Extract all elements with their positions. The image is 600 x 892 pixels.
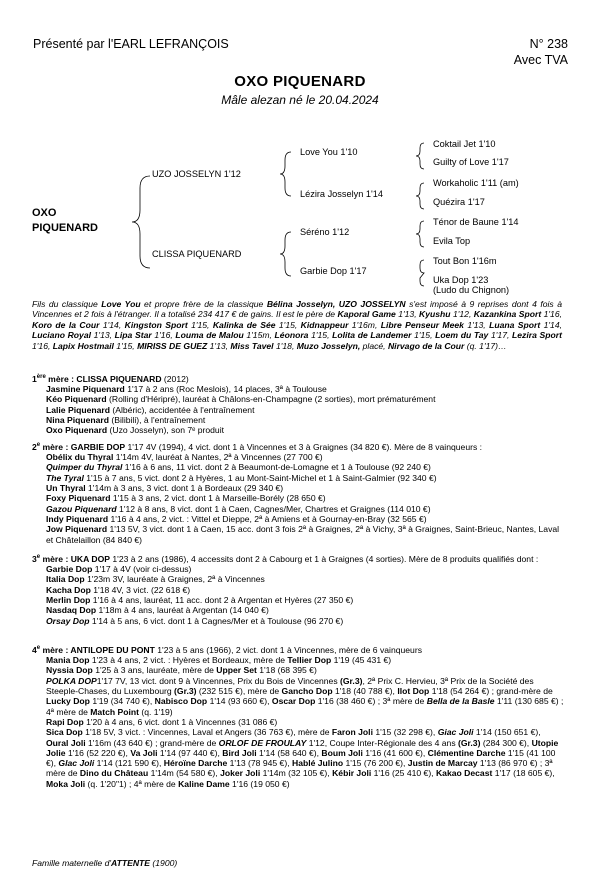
produce-run: (q. 1'20"1) ; 4ª mère de: [85, 778, 179, 789]
produce-list: [32, 564, 564, 626]
produce-run: Sica Dop: [46, 727, 83, 738]
produce-run: 1'14 (93 660 €),: [207, 696, 272, 707]
produce-run: 1'19 (34 740 €),: [89, 696, 155, 707]
produce-run: Kéo Piquenard: [46, 394, 107, 405]
produce-run: Kakao Decast: [435, 768, 493, 779]
produce-run: Orsay Dop: [46, 615, 90, 626]
produce-run: 1'16m (43 640 €) ; grand-mère de: [85, 737, 219, 748]
ancestor-5: Ténor de Baune 1'14: [433, 217, 519, 227]
produce-run: 1'25 à 3 ans, lauréate, mère de: [92, 665, 217, 676]
produce-run: (Uzo Josselyn), son 7ᵉ produit: [107, 425, 224, 436]
third-dam-section: [32, 552, 564, 626]
sire-intro-paragraph: [32, 299, 562, 351]
ancestor-3: Workaholic 1'11 (am): [433, 178, 519, 188]
produce-run: 1'20 à 4 ans, 6 vict. dont 1 à Vincennes (31 086 €): [83, 716, 278, 727]
produce-run: Match Point: [90, 706, 139, 717]
produce-run: 1'12 à 8 ans, 8 vict. dont 1 à Caen, Cagnes/Mer, Chartres et Graignes (114 010 €): [116, 503, 431, 514]
produce-run: Obélix du Thyral: [46, 452, 114, 463]
ancestor-6: Evila Top: [433, 236, 471, 246]
subject-name-line1: OXO: [32, 207, 57, 219]
vat-status: Avec TVA: [513, 53, 568, 67]
dam-label: 3e mère :: [32, 553, 71, 564]
fourth-dam-section: [32, 643, 564, 789]
produce-run: (Albéric), accidentée à l'entraînement: [110, 404, 255, 415]
produce-run: (Gr.3): [458, 737, 481, 748]
produce-run: 1'14 (58 640 €),: [256, 747, 322, 758]
intro-run: Libre Penseur Meek: [380, 319, 464, 330]
dam-name: UKA DOP: [70, 553, 111, 564]
intro-run: Luana Sport: [489, 319, 541, 330]
ancestor-7: Tout Bon 1'16m: [433, 256, 497, 266]
dam-info: (2012): [161, 373, 189, 384]
intro-run: placé,: [360, 340, 388, 351]
produce-run: Garbie Dop: [46, 564, 93, 575]
intro-run: Kingston Sport: [124, 319, 188, 330]
produce-run: 1'16 (38 460 €) ; 3ª mère de: [315, 696, 427, 707]
produce-run: Kacha Dop: [46, 584, 91, 595]
produce-run: Quimper du Thyral: [46, 462, 123, 473]
produce-run: 1'15 (41 100 €),: [46, 747, 556, 769]
produce-run: Clémentine Darche: [427, 747, 506, 758]
presenter-line: Présenté par l'EARL LEFRANÇOIS: [33, 37, 229, 51]
produce-run: Nabisco Dop: [154, 696, 208, 707]
produce-run: Giac Joli: [437, 727, 474, 738]
produce-run: Boum Joli: [321, 747, 363, 758]
produce-run: Kaline Dame: [178, 778, 230, 789]
produce-list: [32, 655, 564, 789]
intro-run: 1'17,: [488, 330, 513, 341]
produce-run: 1'18 (40 788 €),: [332, 686, 398, 697]
famille-name: ATTENTE: [111, 858, 151, 868]
intro-run: Kidnappeur: [300, 319, 349, 330]
produce-run: 1'17 7V, 13 vict. dont 9 à Vincennes, Prix du Bois de Vincennes: [96, 675, 341, 686]
produce-run: (284 300 €),: [480, 737, 532, 748]
produce-run: Foxy Piquenard: [46, 493, 111, 504]
dam-label: 1ère mère :: [32, 373, 77, 384]
produce-run: Kébir Joli: [332, 768, 372, 779]
intro-run: Lapix Hostmail: [52, 340, 114, 351]
produce-run: Rapi Dop: [46, 716, 84, 727]
produce-run: 1'15 (32 298 €),: [372, 727, 438, 738]
intro-run: 1'13,: [207, 340, 231, 351]
produce-run: 1'18 (68 395 €): [256, 665, 317, 676]
produce-run: 1'14m 4V, lauréat à Nantes, 2ª à Vincennes (27 700 €): [113, 452, 323, 463]
produce-entry: [46, 665, 564, 675]
produce-list: [32, 452, 564, 545]
produce-run: Oural Joli: [46, 737, 86, 748]
intro-run: Luciano Royal: [32, 330, 91, 341]
intro-run: Koro de la Cour: [32, 319, 100, 330]
dam-heading: [32, 643, 564, 655]
produce-run: Mania Dop: [46, 655, 90, 666]
produce-run: Utopie Jolie: [46, 737, 559, 758]
produce-run: 1'14 à 5 ans, 6 vict. dont 1 à Cagnes/Mer et à Toulouse (96 270 €): [89, 615, 344, 626]
ancestor-8-sire-note: (Ludo du Chignon): [433, 285, 510, 295]
ancestor-8: Uka Dop 1'23: [433, 275, 489, 285]
pedigree-subject: [32, 206, 98, 236]
intro-run: 1'15,: [308, 330, 333, 341]
subject-name-line2: PIQUENARD: [32, 222, 99, 234]
produce-run: Tellier Dop: [287, 655, 332, 666]
intro-run: 1'13,: [463, 319, 490, 330]
produce-run: POLKA DOP: [46, 675, 97, 686]
produce-run: 1'18 (54 264 €) ; grand-mère de: [429, 686, 553, 697]
produce-run: 1'17 à 2 ans (Roc Meslois), 14 places, 3ª à Toulouse: [124, 384, 327, 395]
produce-run: 1'16 à 4 ans, lauréat, 11 acc. dont 2 à Argentan et Hyères (27 350 €): [90, 595, 354, 606]
produce-entry: [46, 727, 564, 789]
horse-title: OXO PIQUENARD: [234, 73, 366, 90]
intro-run: 1'13,: [395, 309, 420, 320]
produce-run: 1'14 (150 651 €),: [473, 727, 541, 738]
produce-run: Nyssia Dop: [46, 665, 93, 676]
produce-entry: [46, 585, 564, 595]
produce-run: Nina Piquenard: [46, 415, 110, 426]
produce-run: 1'18m à 4 ans, lauréat à Argentan (14 040 €): [96, 605, 269, 616]
dam-label: 2e mère :: [32, 441, 71, 452]
produce-run: Indy Piquenard: [46, 513, 109, 524]
dam-label: 4e mère :: [32, 644, 71, 655]
intro-run: Love You: [101, 299, 141, 309]
dam-heading: [32, 372, 564, 384]
produce-entry: [46, 655, 564, 665]
intro-run: Lipa Star: [114, 330, 152, 341]
produce-run: (Gr.3): [174, 686, 197, 697]
produce-entry: [46, 425, 564, 435]
ancestor-1: Coktail Jet 1'10: [433, 139, 496, 149]
produce-run: Jasmine Piquenard: [46, 384, 125, 395]
intro-run: 1'16,: [541, 309, 562, 320]
intro-run: Miss Tavel: [230, 340, 274, 351]
produce-run: Un Thyral: [46, 483, 86, 494]
intro-run: Léonora: [274, 330, 309, 341]
produce-entry: [46, 676, 564, 717]
dam-name: GARBIE DOP: [70, 441, 126, 452]
produce-run: Merlin Dop: [46, 595, 91, 606]
produce-run: 1'14 (121 590 €),: [94, 758, 164, 769]
produce-entry: [46, 605, 564, 615]
intro-run: s'est imposé à 9 reprises dont 4 fois à Vincennes et 2 fois à l'étranger. Il a totalisé 234 417 € de gains. Il est le père de: [32, 299, 562, 320]
produce-run: (Rolling d'Héripré), lauréat à Châlons-en-Champagne (2 sorties), mort prématurément: [106, 394, 436, 405]
produce-entry: [46, 564, 564, 574]
intro-run: 1'18,: [273, 340, 297, 351]
famille-prefix: Famille maternelle d': [32, 858, 112, 868]
produce-run: Hablé Julino: [291, 758, 344, 769]
produce-entry: [46, 514, 564, 524]
produce-run: Jow Piquenard: [46, 524, 108, 535]
produce-run: 1'14m à 3 ans, 3 vict. dont 1 à Bordeaux (29 340 €): [85, 483, 284, 494]
produce-run: Justin de Marcay: [407, 758, 478, 769]
dam-name: CLISSA PIQUENARD: [76, 373, 162, 384]
intro-run: 1'14,: [540, 319, 562, 330]
produce-run: 1'14m (54 580 €),: [148, 768, 221, 779]
produce-run: Ilot Dop: [397, 686, 430, 697]
intro-run: Bélina Josselyn, UZO JOSSELYN: [266, 299, 406, 309]
produce-run: , 2ª Prix C. Hervieu, 3ª Prix de la Société des Steeple-Chases, du Luxembourg: [46, 675, 534, 697]
intro-run: 1'16m,: [348, 319, 381, 330]
lot-number: N° 238: [529, 37, 568, 51]
dam-heading: [32, 440, 564, 452]
produce-run: Glac Joli: [58, 758, 95, 769]
intro-run: Kalinka de Sée: [212, 319, 276, 330]
produce-run: 1'16 (41 600 €),: [362, 747, 428, 758]
produce-run: 1'14 (97 440 €),: [157, 747, 223, 758]
produce-entry: [46, 394, 564, 404]
produce-entry: [46, 473, 564, 483]
intro-run: Louma de Malou: [175, 330, 244, 341]
dam-info: 1'17 4V (1994), 4 vict. dont 1 à Vincennes et 3 à Graignes (34 820 €). Mère de 8 vainqueurs :: [125, 441, 483, 452]
produce-run: 1'16 (25 410 €),: [371, 768, 436, 779]
produce-entry: [46, 595, 564, 605]
produce-entry: [46, 384, 564, 394]
dam-heading: [32, 552, 564, 564]
produce-run: Lucky Dop: [46, 696, 90, 707]
produce-run: 1'18 5V, 3 vict. : Vincennes, Laval et Angers (36 763 €), mère de: [82, 727, 332, 738]
produce-run: Gazou Piquenard: [46, 503, 117, 514]
produce-run: 1'11 (130 685 €) ; 4ª mère de: [46, 696, 564, 717]
intro-run: Loem du Tay: [435, 330, 489, 341]
produce-run: Dino du Château: [79, 768, 149, 779]
produce-run: 1'17 (18 605 €),: [492, 768, 555, 779]
produce-run: ORLOF DE FROULAY: [218, 737, 307, 748]
intro-run: Muzo Josselyn,: [296, 340, 361, 351]
dam-info: 1'23 à 5 ans (1966), 2 vict. dont 1 à Vincennes, mère de 6 vainqueurs: [154, 644, 422, 655]
dam-name: ANTILOPE DU PONT: [70, 644, 155, 655]
intro-run: 1'16,: [151, 330, 176, 341]
produce-run: Bella de la Basle: [426, 696, 495, 707]
produce-run: The Tyral: [46, 472, 84, 483]
intro-run: 1'15m,: [243, 330, 275, 341]
ancestor-2: Guilty of Love 1'17: [433, 157, 509, 167]
first-dam-section: [32, 372, 564, 436]
produce-run: 1'16 (52 220 €),: [65, 747, 131, 758]
maternal-family-note: [32, 858, 177, 868]
produce-run: 1'15 à 7 ans, 5 vict. dont 2 à Hyères, 1 au Mont-Saint-Michel et 1 à Saint-Galmier (92 340 €): [83, 472, 437, 483]
produce-run: Italia Dop: [46, 574, 85, 585]
produce-run: Faron Joli: [331, 727, 373, 738]
intro-run: MIRISS DE GUEZ: [137, 340, 208, 351]
produce-run: Oxo Piquenard: [46, 425, 108, 436]
produce-run: 1'13 (78 945 €),: [227, 758, 292, 769]
produce-run: Oscar Dop: [271, 696, 316, 707]
produce-entry: [46, 415, 564, 425]
produce-run: 1'15 à 3 ans, 2 vict. dont 1 à Marseille-Borély (28 650 €): [110, 493, 326, 504]
dam: CLISSA PIQUENARD: [152, 249, 242, 259]
produce-entry: [46, 504, 564, 514]
produce-entry: [46, 462, 564, 472]
produce-entry: [46, 493, 564, 503]
dam-dam: Garbie Dop 1'17: [300, 266, 367, 276]
produce-run: 1'23m 3V, lauréate à Graignes, 2ª à Vincennes: [84, 574, 265, 585]
intro-run: Kyushu: [419, 309, 451, 320]
intro-run: 1'14,: [99, 319, 125, 330]
intro-run: Fils du classique: [32, 299, 102, 309]
produce-run: 1'13 (86 970 €) ; 3ª mère de: [46, 758, 553, 779]
produce-run: (Gr.3): [340, 675, 363, 686]
intro-run: et propre frère de la classique: [140, 299, 267, 309]
dam-info: 1'23 à 2 ans (1986), 4 accessits dont 2 à Cabourg et 1 à Graignes (4 sorties). Mère de 8 produits qualifiés dont :: [110, 553, 539, 564]
produce-run: Bird Joli: [222, 747, 257, 758]
produce-run: Moka Joli: [46, 778, 86, 789]
produce-list: [32, 384, 564, 435]
intro-run: 1'15,: [411, 330, 436, 341]
intro-run: (q. 1'17)…: [464, 340, 507, 351]
produce-run: Va Joli: [130, 747, 158, 758]
produce-run: 1'16 à 4 ans, 2 vict. : Vittel et Dieppe, 2ª à Amiens et à Gournay-en-Bray (32 565 €): [108, 513, 427, 524]
ancestor-4: Quézira 1'17: [433, 197, 485, 207]
produce-run: Upper Set: [216, 665, 257, 676]
intro-run: 1'16,: [32, 340, 53, 351]
produce-entry: [46, 405, 564, 415]
produce-run: (q. 1'19): [138, 706, 173, 717]
produce-run: 1'17 à 4V (voir ci-dessus): [92, 564, 192, 575]
sire-dam: Lézira Josselyn 1'14: [300, 189, 383, 199]
produce-entry: [46, 524, 564, 545]
intro-run: 1'13,: [91, 330, 115, 341]
sire: UZO JOSSELYN 1'12: [152, 169, 241, 179]
produce-run: 1'19 (45 431 €): [331, 655, 392, 666]
sire-sire: Love You 1'10: [300, 147, 358, 157]
produce-run: 1'12, Coupe Inter-Régionale des 4 ans: [306, 737, 458, 748]
produce-run: 1'16 (19 050 €): [229, 778, 290, 789]
produce-entry: [46, 483, 564, 493]
produce-run: Lalie Piquenard: [46, 404, 110, 415]
intro-run: 1'15,: [187, 319, 213, 330]
produce-run: 1'16 à 6 ans, 11 vict. dont 2 à Beaumont-de-Lomagne et 1 à Toulouse (92 240 €): [122, 462, 431, 473]
intro-run: Lezira Sport: [512, 330, 562, 341]
produce-run: (Bilibili), à l'entraînement: [109, 415, 206, 426]
intro-run: 1'15,: [113, 340, 138, 351]
horse-description: Mâle alezan né le 20.04.2024: [221, 93, 379, 107]
produce-run: 1'15 (76 200 €),: [343, 758, 408, 769]
intro-run: Kaporal Game: [337, 309, 396, 320]
produce-run: Héroïne Darche: [163, 758, 228, 769]
second-dam-section: [32, 440, 564, 545]
produce-run: Gancho Dop: [281, 686, 333, 697]
produce-run: Joker Joli: [220, 768, 261, 779]
produce-run: (232 515 €), mère de: [196, 686, 282, 697]
produce-entry: [46, 574, 564, 584]
intro-run: Kazankina Sport: [473, 309, 542, 320]
intro-run: 1'15,: [275, 319, 301, 330]
famille-suffix: (1900): [150, 858, 178, 868]
produce-entry: [46, 616, 564, 626]
produce-run: 1'18 4V, 3 vict. (22 618 €): [90, 584, 191, 595]
intro-run: 1'12,: [450, 309, 474, 320]
produce-run: 1'23 à 4 ans, 2 vict. : Hyères et Bordeaux, mère de: [89, 655, 288, 666]
produce-run: 1'14m (32 105 €),: [260, 768, 333, 779]
produce-run: 1'13 5V, 3 vict. dont 1 à Caen, 15 acc. dont 3 fois 2ª à Graignes, 2ª à Vichy, 3ª à Graignes, Saint-Brieuc, Nantes, Laval et Châtelaillon (84 840 €): [46, 524, 560, 545]
produce-entry: [46, 717, 564, 727]
intro-run: Nirvago de la Cour: [387, 340, 465, 351]
intro-run: Lolita de Landemer: [332, 330, 412, 341]
produce-entry: [46, 452, 564, 462]
produce-run: Nasdaq Dop: [46, 605, 97, 616]
dam-sire: Séréno 1'12: [300, 227, 350, 237]
